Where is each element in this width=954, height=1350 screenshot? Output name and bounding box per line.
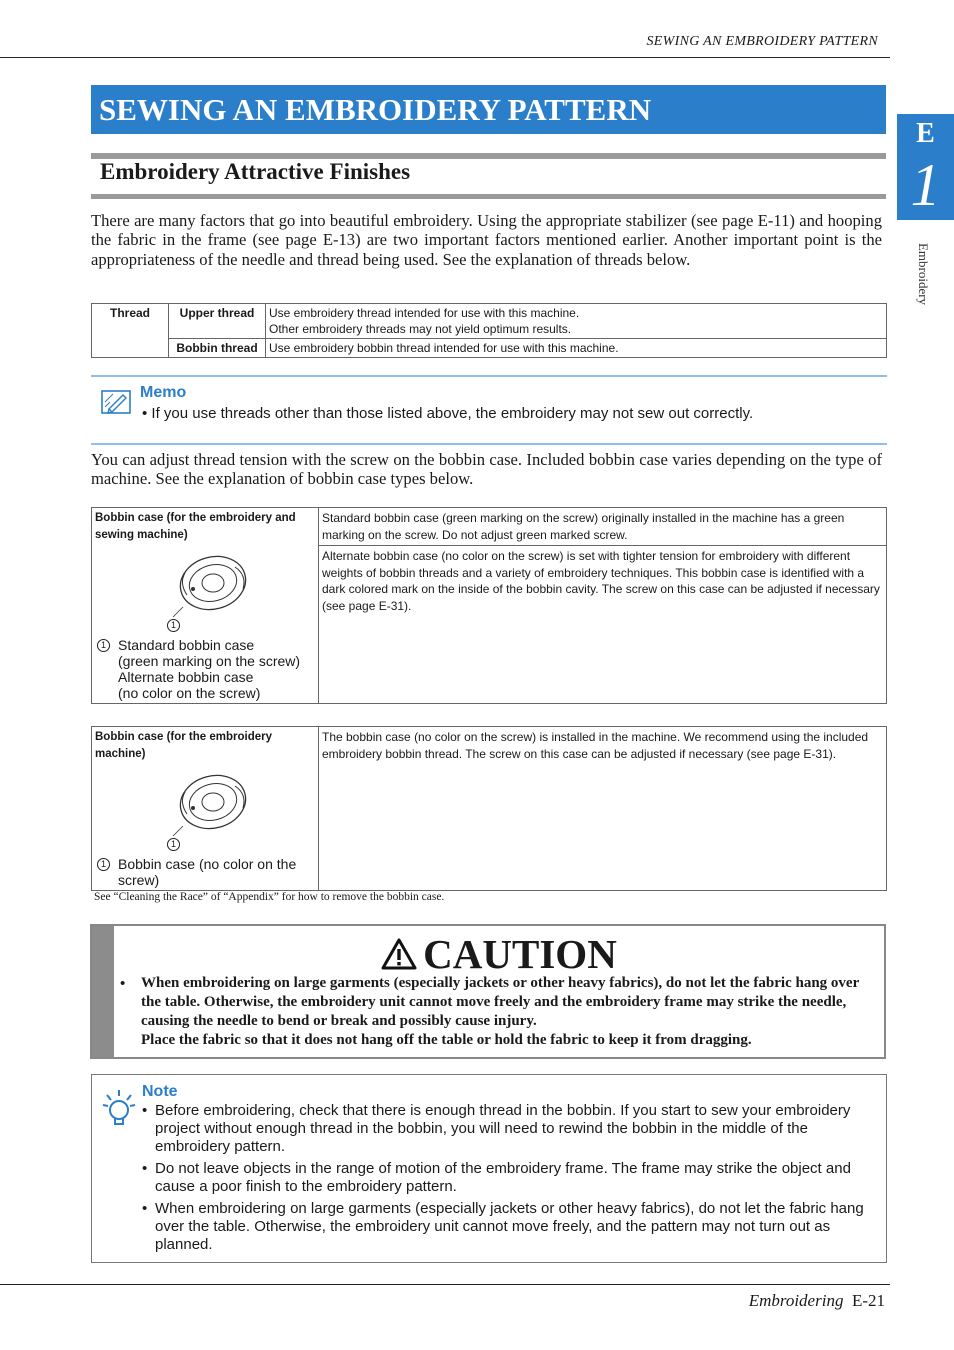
memo-top-rule <box>91 375 887 377</box>
subsection-bottom-bar <box>91 194 886 199</box>
callout-line: Standard bobbin case <box>118 637 255 654</box>
memo-heading: Memo <box>140 384 187 401</box>
note-item-text: When embroidering on large garments (especially jackets or other heavy fabrics), do not let the fabric hang over the table. Otherwise, the embroidery unit cannot move freely, and the pattern may not turn out as planned. <box>155 1200 864 1253</box>
page-number: E-21 <box>851 1291 885 1310</box>
memo-pencil-icon <box>101 388 133 421</box>
caution-title-row <box>112 930 886 978</box>
caution-stripe <box>92 926 114 1057</box>
footer-chapter-name: Embroidering <box>748 1291 844 1310</box>
lightbulb-icon <box>102 1088 136 1133</box>
table-row <box>92 727 887 891</box>
bobbin-case-1-figure-cell <box>92 508 319 704</box>
intro-paragraph: There are many factors that go into beautiful embroidery. Using the appropriate stabilizer (see page E-11) and hooping the fabric in the frame (see page E-13) are two important factors mentioned earlier. Another important point is the appropriateness of the needle and thread being used. See the explanation of threads below. <box>91 211 882 269</box>
chapter-letter: E <box>916 118 935 149</box>
caution-text-line: When embroidering on large garments (especially jackets or other heavy fabrics), do not let the fabric hang over the table. Otherwise, the embroidery unit cannot move freely and the embroidery frame may strike the needle, causing the needle to bend or break and possibly cause injury. <box>141 975 859 1029</box>
note-item-text: Before embroidering, check that there is enough thread in the bobbin. If you start to sew your embroidery project without enough thread in the bobbin, you will need to rewind the bobbin in the middle of the embroidery pattern. <box>155 1102 851 1155</box>
bullet-glyph: • <box>142 1200 148 1217</box>
alternate-bobbin-desc: Alternate bobbin case (no color on the screw) is set with tighter tension for embroidery with different weights of bobbin threads and a variety of embroidery techniques. This bobbin case is identified with a dark colored mark on the inside of the bobbin cavity. The screw on this case can be adjusted if necessary (see page E-31). <box>319 546 887 704</box>
footer-rule <box>0 1284 890 1285</box>
bullet-glyph: • <box>142 405 152 422</box>
caution-bullet: • <box>120 976 126 992</box>
side-chapter-label: Embroidery <box>916 242 931 306</box>
table-row <box>92 304 887 339</box>
table-row <box>92 508 887 546</box>
upper-thread-desc <box>266 304 887 339</box>
bullet-glyph: • <box>142 1102 148 1119</box>
warning-triangle-icon <box>381 938 417 970</box>
upper-thread-line: Other embroidery threads may not yield optimum results. <box>269 322 572 336</box>
bobbin-case-icon <box>163 549 253 629</box>
callout-line: Alternate bobbin case <box>118 669 254 686</box>
list-item <box>142 1200 878 1254</box>
bobbin-case-table-2 <box>91 726 887 891</box>
bobbin-case-1-illustration <box>95 549 315 637</box>
section-banner <box>91 85 886 134</box>
header-rule <box>0 57 890 58</box>
embroidery-bobbin-desc: The bobbin case (no color on the screw) is installed in the machine. We recommend using the included embroidery bobbin thread. The screw on this case can be adjusted if necessary (see page E-31). <box>319 727 887 891</box>
standard-bobbin-desc: Standard bobbin case (green marking on the screw) originally installed in the machine has a green marking on the screw. Do not adjust green marked screw. <box>319 508 887 546</box>
thread-table <box>91 303 887 358</box>
callout-line: (green marking on the screw) <box>118 653 301 670</box>
bobbin-case-table-1 <box>91 507 887 704</box>
running-header: SEWING AN EMBROIDERY PATTERN <box>646 34 878 49</box>
callout-number: 1 <box>167 619 180 632</box>
bobbin-case-2-heading: Bobbin case (for the embroidery machine) <box>95 731 273 760</box>
callout-line: (no color on the screw) <box>118 685 261 702</box>
bobbin-case-icon <box>163 768 253 848</box>
caution-text-line: Place the fabric so that it does not hang off the table or hold the fabric to keep it from dragging. <box>141 1032 752 1048</box>
bobbin-case-2-callout <box>97 856 315 888</box>
caution-text <box>141 974 879 1050</box>
bobbin-thread-desc: Use embroidery bobbin thread intended for use with this machine. <box>266 339 887 358</box>
section-title: SEWING AN EMBROIDERY PATTERN <box>99 92 652 127</box>
upper-thread-line: Use embroidery thread intended for use with this machine. <box>269 306 580 320</box>
caution-title: CAUTION <box>423 931 617 977</box>
bobbin-case-1-callout <box>97 637 315 701</box>
memo-bottom-rule <box>91 443 887 445</box>
note-list <box>142 1102 878 1258</box>
subsection-title: Embroidery Attractive Finishes <box>100 159 411 184</box>
bullet-glyph: • <box>142 1160 148 1177</box>
bobbin-case-2-figure-cell <box>92 727 319 891</box>
callout-number: 1 <box>97 858 110 871</box>
bobbin-footnote: See “Cleaning the Race” of “Appendix” for how to remove the bobbin case. <box>94 891 445 903</box>
table-row <box>92 339 887 358</box>
callout-number: 1 <box>97 639 110 652</box>
memo-item <box>142 405 753 422</box>
bobbin-thread-label: Bobbin thread <box>169 339 266 358</box>
list-item <box>142 1102 878 1156</box>
tension-paragraph: You can adjust thread tension with the screw on the bobbin case. Included bobbin case varies depending on the type of machine. See the explanation of bobbin case types below. <box>91 450 882 489</box>
thread-row-header: Thread <box>92 304 169 358</box>
upper-thread-label: Upper thread <box>169 304 266 339</box>
bobbin-case-2-illustration <box>95 768 315 856</box>
list-item <box>142 1160 878 1196</box>
page-footer <box>600 1291 885 1311</box>
note-item-text: Do not leave objects in the range of motion of the embroidery frame. The frame may strike the object and cause a poor finish to the embroidery pattern. <box>155 1160 851 1195</box>
callout-number: 1 <box>167 838 180 851</box>
callout-text: Bobbin case (no color on the screw) <box>118 856 297 889</box>
chapter-number: 1 <box>910 152 941 218</box>
chapter-tab <box>897 114 954 220</box>
note-heading: Note <box>142 1083 178 1100</box>
memo-text: If you use threads other than those listed above, the embroidery may not sew out correctly. <box>151 405 754 422</box>
bobbin-case-1-heading: Bobbin case (for the embroidery and sewing machine) <box>95 512 296 541</box>
